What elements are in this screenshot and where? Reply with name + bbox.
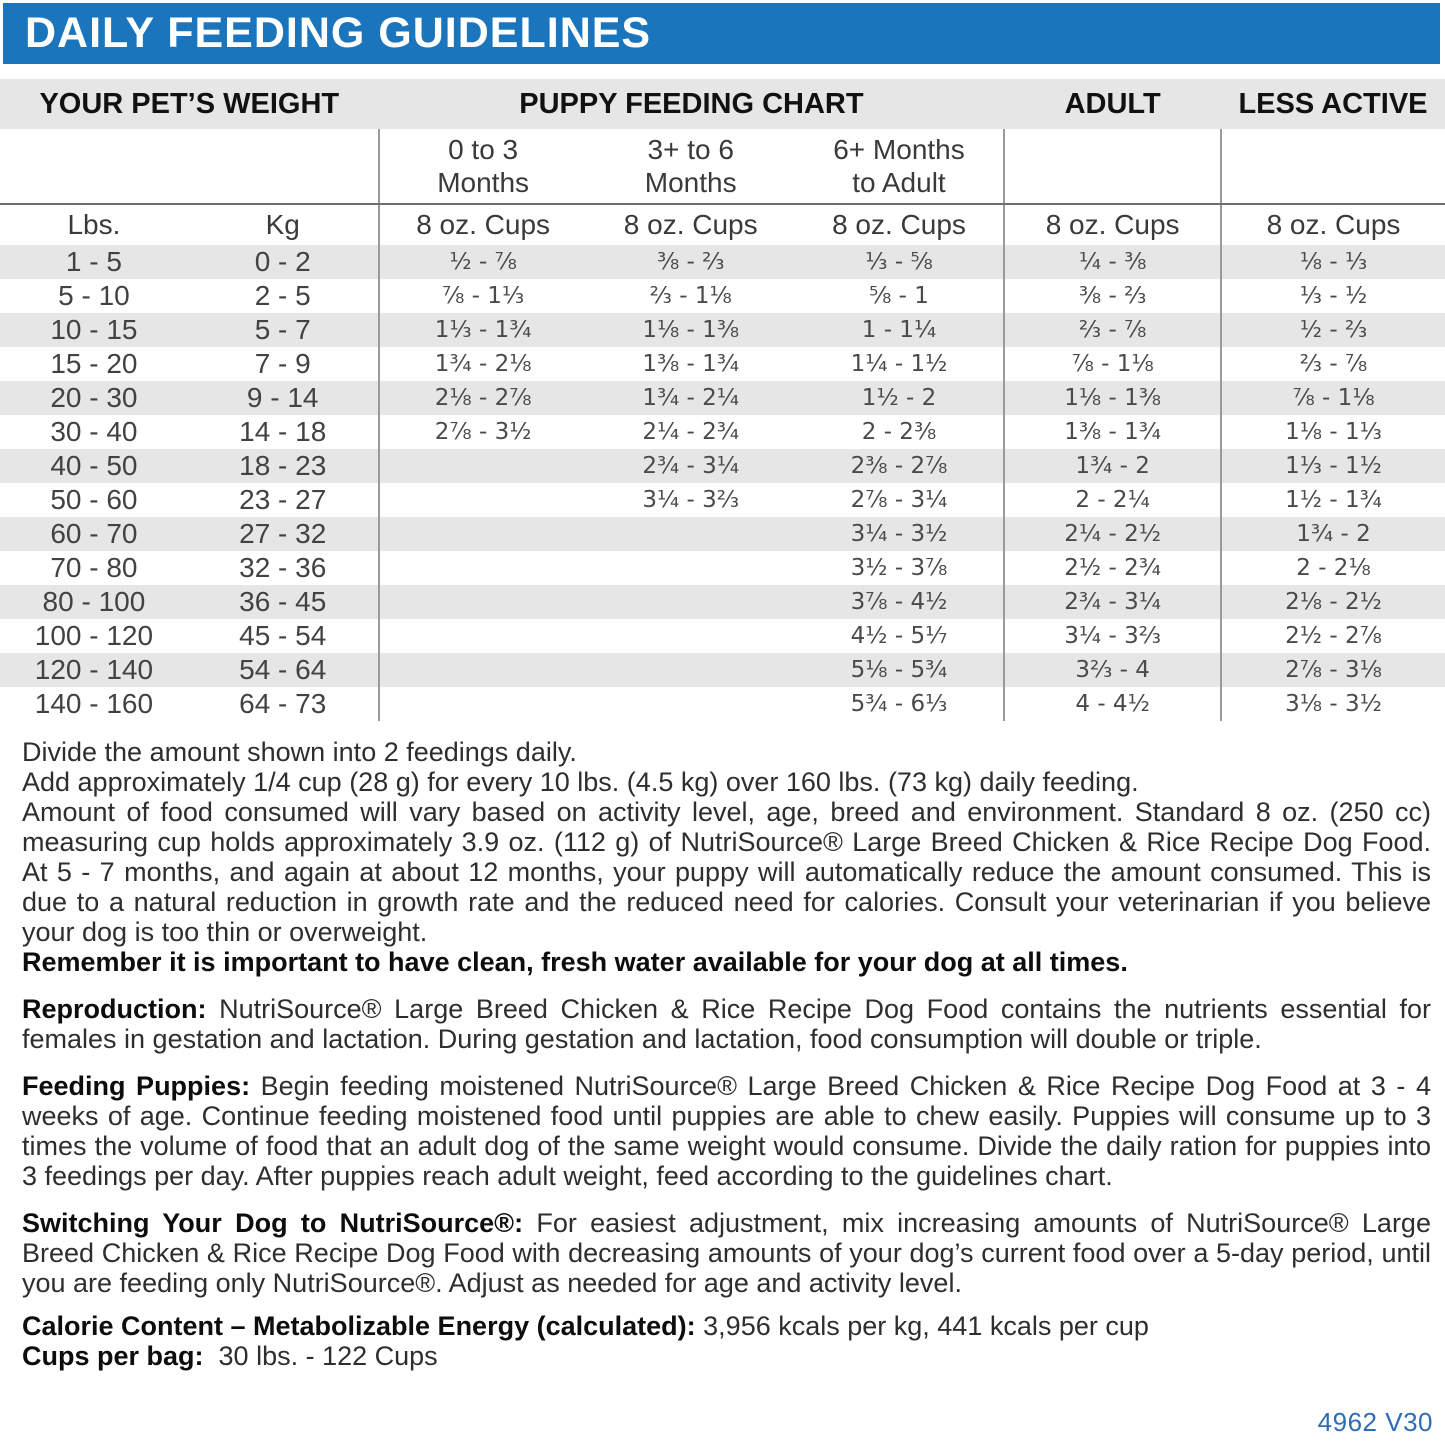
reproduction-label: Reproduction: — [22, 994, 207, 1024]
feeding-amount-cell: 3¹⁄₂ - 3⁷⁄₈ — [850, 555, 948, 581]
feeding-amount-cell: ³⁄₈ - ²⁄₃ — [1004, 279, 1221, 313]
table-group-header — [0, 79, 1445, 129]
weight-cell: 23 - 27 — [239, 484, 327, 515]
feeding-table-head-rows — [0, 129, 1445, 245]
group-header-weight: YOUR PET’S WEIGHT — [39, 87, 340, 120]
age-0-3-line2: Months — [437, 167, 530, 198]
weight-cell: 140 - 160 — [34, 688, 154, 719]
feeding-amount-cell — [587, 653, 795, 687]
weight-cell: 70 - 80 — [50, 552, 138, 583]
feeding-amount-cell: ⁷⁄₈ - 1¹⁄₈ — [1221, 381, 1445, 415]
weight-cell: 32 - 36 — [239, 552, 327, 583]
weight-cell: 100 - 120 — [34, 620, 154, 651]
feeding-amount-cell: 1³⁄₈ - 1³⁄₄ — [1004, 415, 1221, 449]
feeding-amount-cell: 4 - 4¹⁄₂ — [1004, 687, 1221, 721]
weight-cell: 60 - 70 — [50, 518, 138, 549]
feeding-amount-cell: 1 - 1¹⁄₄ — [861, 317, 937, 343]
note-amount-body: Amount of food consumed will vary based on activity level, age, breed and environment. Standard 8 oz. (250 cc) measuring cup holds approximately 3.9 oz. (112 g) of NutriSource® Large Breed Chicken & Rice Recipe Dog Food. At 5 - 7 months, and again at about 12 months, your puppy will automatically reduce the amount consumed. This is due to a natural reduction in growth rate and the reduced need for calories. Consult your veterinarian if you believe your dog is too thin or overweight. — [22, 797, 1431, 947]
feeding-amount-cell — [379, 551, 587, 585]
unit-kg: Kg — [265, 209, 300, 240]
table-row — [0, 279, 1445, 313]
note-divide: Divide the amount shown into 2 feedings daily. — [22, 737, 577, 767]
title-bar — [3, 3, 1440, 64]
table-row — [0, 347, 1445, 381]
switching-label: Switching Your Dog to NutriSource®: — [22, 1208, 524, 1238]
table-row — [0, 313, 1445, 347]
unit-cups-adult: 8 oz. Cups — [1004, 204, 1221, 245]
feeding-amount-cell: 3¹⁄₄ - 3²⁄₃ — [1004, 619, 1221, 653]
feeding-amount-cell: ¹⁄₃ - ¹⁄₂ — [1221, 279, 1445, 313]
age-header-adult-spacer — [1004, 129, 1221, 204]
feeding-amount-cell: 5¹⁄₈ - 5³⁄₄ — [850, 657, 948, 683]
age-6-adult-line2: to Adult — [852, 167, 946, 198]
feeding-amount-cell: 2¹⁄₂ - 2⁷⁄₈ — [1221, 619, 1445, 653]
feeding-amount-cell: 1¹⁄₄ - 1¹⁄₂ — [850, 351, 948, 377]
feeding-puppies-label: Feeding Puppies: — [22, 1071, 251, 1101]
note-add-cup: Add approximately 1/4 cup (28 g) for every 10 lbs. (4.5 kg) over 160 lbs. (73 kg) daily feeding. — [22, 767, 1139, 797]
feeding-amount-cell: 1¹⁄₈ - 1³⁄₈ — [642, 317, 740, 343]
weight-cell: 45 - 54 — [239, 620, 327, 651]
feeding-amount-cell: 1³⁄₄ - 2¹⁄₄ — [642, 385, 740, 411]
calorie-content-text: 3,956 kcals per kg, 441 kcals per cup — [703, 1311, 1149, 1341]
calorie-content-label: Calorie Content – Metabolizable Energy (calculated): — [22, 1311, 696, 1341]
weight-cell: 9 - 14 — [246, 382, 319, 413]
table-row — [0, 517, 1445, 551]
note-reproduction — [22, 994, 1431, 1054]
feeding-amount-cell: 1¹⁄₈ - 1³⁄₈ — [1004, 381, 1221, 415]
group-header-less-active: LESS ACTIVE — [1238, 87, 1428, 120]
table-row — [0, 483, 1445, 517]
weight-cell: 54 - 64 — [239, 654, 327, 685]
unit-cups-1: 8 oz. Cups — [379, 204, 587, 245]
table-row — [0, 619, 1445, 653]
table-row — [0, 585, 1445, 619]
feeding-amount-cell — [379, 483, 587, 517]
feeding-amount-cell: 1¹⁄₂ - 2 — [861, 385, 937, 411]
age-header-3-6 — [587, 129, 795, 204]
feeding-amount-cell: ⁷⁄₈ - 1¹⁄₃ — [379, 279, 587, 313]
weight-cell: 80 - 100 — [42, 586, 146, 617]
table-row — [0, 551, 1445, 585]
weight-cell: 40 - 50 — [50, 450, 138, 481]
feeding-amount-cell — [587, 517, 795, 551]
feeding-amount-cell: 1³⁄₄ - 2 — [1221, 517, 1445, 551]
age-3-6-line2: Months — [644, 167, 737, 198]
weight-cell: 50 - 60 — [50, 484, 138, 515]
feeding-amount-cell: 3¹⁄₄ - 3¹⁄₂ — [850, 521, 948, 547]
age-6-adult-line1: 6+ Months — [833, 134, 965, 165]
feeding-amount-cell: 3²⁄₃ - 4 — [1004, 653, 1221, 687]
unit-cups-2: 8 oz. Cups — [623, 209, 758, 240]
age-header-spacer — [0, 129, 379, 204]
age-0-3-line1: 0 to 3 — [448, 134, 519, 165]
weight-cell: 7 - 9 — [254, 348, 311, 379]
switching-text: For easiest adjustment, mix increasing amounts of NutriSource® Large Breed Chicken & Rice Recipe Dog Food with decreasing amounts of your dog’s current food over a 5-day period, until you are feeding only NutriSource®. Adjust as needed for age and activity level. — [22, 1208, 1431, 1298]
table-row — [0, 381, 1445, 415]
feeding-amount-cell: ²⁄₃ - ⁷⁄₈ — [1004, 313, 1221, 347]
feeding-amount-cell: 3¹⁄₄ - 3²⁄₃ — [642, 487, 740, 513]
feeding-amount-cell: ¹⁄₂ - ⁷⁄₈ — [379, 245, 587, 279]
feeding-amount-cell: ¹⁄₄ - ³⁄₈ — [1004, 245, 1221, 279]
page-title: DAILY FEEDING GUIDELINES — [25, 9, 652, 57]
table-row — [0, 687, 1445, 721]
weight-cell: 5 - 10 — [58, 280, 130, 311]
group-header-adult: ADULT — [1064, 87, 1161, 120]
weight-cell: 18 - 23 — [239, 450, 327, 481]
feeding-amount-cell — [379, 687, 587, 721]
feeding-amount-cell: 1¹⁄₂ - 1³⁄₄ — [1221, 483, 1445, 517]
table-row — [0, 653, 1445, 687]
feeding-amount-cell — [379, 517, 587, 551]
weight-cell: 30 - 40 — [50, 416, 138, 447]
feeding-amount-cell: 2³⁄₄ - 3¹⁄₄ — [642, 453, 740, 479]
weight-cell: 64 - 73 — [239, 688, 327, 719]
reproduction-text: NutriSource® Large Breed Chicken & Rice Recipe Dog Food contains the nutrients essential for females in gestation and lactation. During gestation and lactation, food consumption will double or triple. — [22, 994, 1431, 1054]
feeding-amount-cell — [587, 687, 795, 721]
table-row — [0, 449, 1445, 483]
feeding-amount-cell: 3⁷⁄₈ - 4¹⁄₂ — [850, 589, 948, 615]
feeding-amount-cell — [379, 653, 587, 687]
weight-cell: 10 - 15 — [50, 314, 138, 345]
note-feeding-puppies — [22, 1071, 1431, 1191]
notes-section — [22, 737, 1431, 1371]
feeding-amount-cell: 2 - 2³⁄₈ — [861, 419, 937, 445]
unit-header-row — [0, 204, 1445, 245]
age-3-6-line1: 3+ to 6 — [647, 134, 734, 165]
weight-cell: 1 - 5 — [65, 246, 122, 277]
cups-per-bag-text: 30 lbs. - 122 Cups — [218, 1341, 438, 1371]
feeding-puppies-text: Begin feeding moistened NutriSource® Large Breed Chicken & Rice Recipe Dog Food at 3 - 4 weeks of age. Continue feeding moistened food until puppies are able to chew easily. Puppies will consume up to 3 times the volume of food that an adult dog of the same weight would consume. Divide the daily ration for puppies into 3 feedings per day. After puppies reach adult weight, feed according to the guidelines chart. — [22, 1071, 1431, 1191]
feeding-amount-cell: ¹⁄₃ - ⁵⁄₈ — [865, 249, 933, 275]
feeding-amount-cell: 2¹⁄₄ - 2³⁄₄ — [642, 419, 740, 445]
weight-cell: 15 - 20 — [50, 348, 138, 379]
note-cups-per-bag — [22, 1341, 1431, 1371]
feeding-amount-cell: 2³⁄₈ - 2⁷⁄₈ — [850, 453, 948, 479]
feeding-amount-cell: 2⁷⁄₈ - 3¹⁄₄ — [850, 487, 948, 513]
feeding-amount-cell: 1¹⁄₃ - 1³⁄₄ — [379, 313, 587, 347]
unit-cups-less: 8 oz. Cups — [1221, 204, 1445, 245]
feeding-amount-cell — [587, 551, 795, 585]
weight-cell: 0 - 2 — [254, 246, 311, 277]
feeding-amount-cell: 2 - 2¹⁄₄ — [1004, 483, 1221, 517]
table-row — [0, 245, 1445, 279]
note-switching — [22, 1208, 1431, 1298]
weight-cell: 36 - 45 — [239, 586, 327, 617]
feeding-amount-cell: 2⁷⁄₈ - 3¹⁄₂ — [379, 415, 587, 449]
feeding-amount-cell: 2⁷⁄₈ - 3¹⁄₈ — [1221, 653, 1445, 687]
weight-cell: 14 - 18 — [239, 416, 327, 447]
feeding-amount-cell: 4¹⁄₂ - 5¹⁄₇ — [850, 623, 948, 649]
feeding-amount-cell: 2 - 2¹⁄₈ — [1221, 551, 1445, 585]
feeding-amount-cell: ¹⁄₈ - ¹⁄₃ — [1221, 245, 1445, 279]
feeding-amount-cell: ¹⁄₂ - ²⁄₃ — [1221, 313, 1445, 347]
weight-cell: 5 - 7 — [254, 314, 311, 345]
feeding-amount-cell — [379, 449, 587, 483]
group-header-puppy: PUPPY FEEDING CHART — [519, 87, 864, 120]
feeding-amount-cell: ⁷⁄₈ - 1¹⁄₈ — [1004, 347, 1221, 381]
weight-cell: 27 - 32 — [239, 518, 327, 549]
age-header-row — [0, 129, 1445, 204]
feeding-amount-cell: 1³⁄₄ - 2 — [1004, 449, 1221, 483]
unit-lbs: Lbs. — [67, 209, 121, 240]
feeding-amount-cell — [587, 585, 795, 619]
note-fresh-water: Remember it is important to have clean, fresh water available for your dog at all times. — [22, 947, 1128, 977]
feeding-amount-cell: 1¹⁄₈ - 1¹⁄₃ — [1221, 415, 1445, 449]
feeding-amount-cell: ²⁄₃ - 1¹⁄₈ — [649, 283, 732, 309]
feeding-amount-cell — [379, 619, 587, 653]
feeding-amount-cell: ²⁄₃ - ⁷⁄₈ — [1221, 347, 1445, 381]
age-header-6-adult — [795, 129, 1005, 204]
feeding-amount-cell: 1³⁄₄ - 2¹⁄₈ — [379, 347, 587, 381]
feeding-amount-cell — [587, 619, 795, 653]
feeding-table-body — [0, 245, 1445, 721]
feeding-guidelines-table — [0, 129, 1445, 721]
feeding-amount-cell: 1³⁄₈ - 1³⁄₄ — [642, 351, 740, 377]
feeding-amount-cell: 3¹⁄₈ - 3¹⁄₂ — [1221, 687, 1445, 721]
age-header-less-spacer — [1221, 129, 1445, 204]
table-row — [0, 415, 1445, 449]
note-calorie-content — [22, 1311, 1431, 1341]
cups-per-bag-label: Cups per bag: — [22, 1341, 204, 1371]
weight-cell: 2 - 5 — [254, 280, 311, 311]
feeding-amount-cell: 2¹⁄₈ - 2¹⁄₂ — [1221, 585, 1445, 619]
weight-cell: 120 - 140 — [34, 654, 154, 685]
feeding-amount-cell: 2³⁄₄ - 3¹⁄₄ — [1004, 585, 1221, 619]
feeding-amount-cell: 5³⁄₄ - 6¹⁄₃ — [850, 691, 948, 717]
version-code: 4962 V30 — [1317, 1407, 1433, 1437]
feeding-amount-cell — [379, 585, 587, 619]
feeding-amount-cell: ⁵⁄₈ - 1 — [869, 283, 929, 309]
feeding-amount-cell: 2¹⁄₈ - 2⁷⁄₈ — [379, 381, 587, 415]
feeding-amount-cell: 2¹⁄₄ - 2¹⁄₂ — [1004, 517, 1221, 551]
age-header-0-3 — [379, 129, 587, 204]
feeding-amount-cell: 1¹⁄₃ - 1¹⁄₂ — [1221, 449, 1445, 483]
weight-cell: 20 - 30 — [50, 382, 138, 413]
feeding-amount-cell: ³⁄₈ - ²⁄₃ — [656, 249, 725, 275]
unit-cups-3: 8 oz. Cups — [832, 209, 966, 240]
feeding-amount-cell: 2¹⁄₂ - 2³⁄₄ — [1004, 551, 1221, 585]
